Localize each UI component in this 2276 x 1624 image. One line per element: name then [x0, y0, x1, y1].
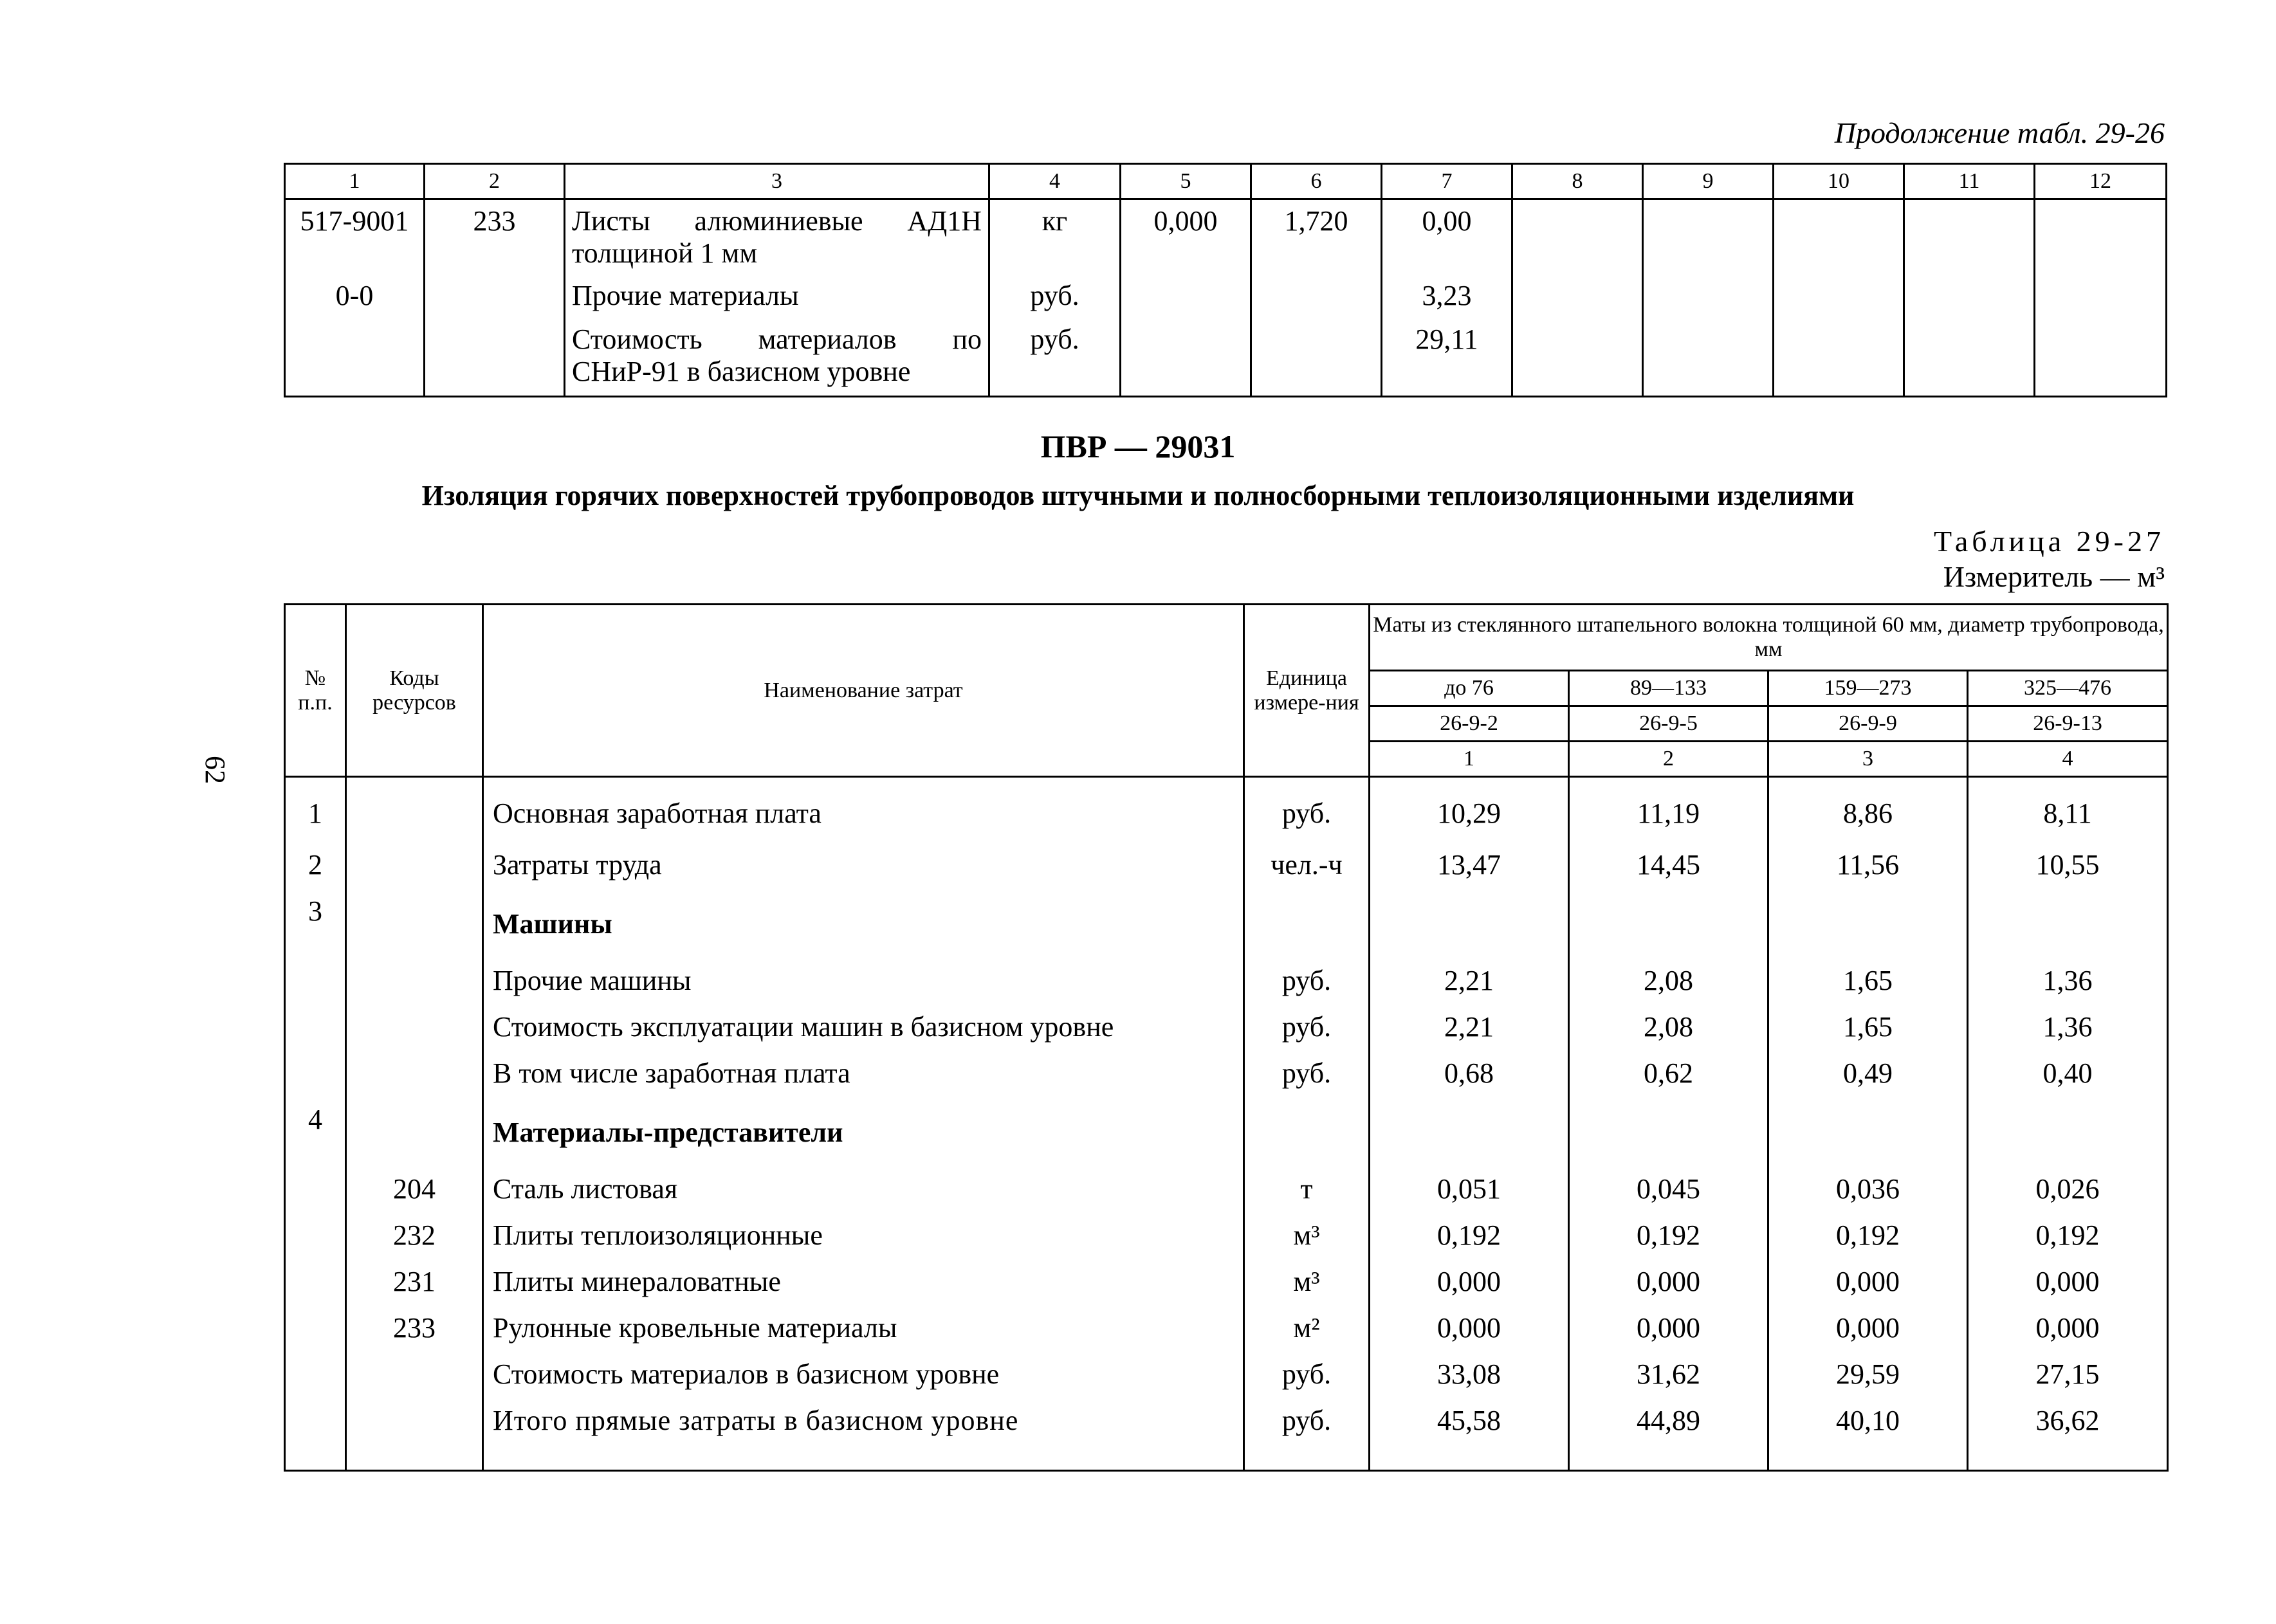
- cell-empty: [1643, 318, 1774, 397]
- col-number: 12: [2035, 164, 2167, 199]
- cell-code: [346, 1004, 483, 1050]
- cell-num: [285, 1305, 346, 1351]
- cell-code: 517-9001: [285, 199, 425, 275]
- col-number: 1: [285, 164, 425, 199]
- cell-empty: [1774, 275, 1904, 318]
- cell-value: 0,192: [1968, 1212, 2168, 1259]
- cell-value: 2,21: [1370, 1004, 1569, 1050]
- table-row: [285, 888, 2168, 958]
- cell-num: [285, 1398, 346, 1444]
- cell-value: 1,720: [1251, 199, 1382, 275]
- cell-unit: чел.-ч: [1244, 842, 1370, 888]
- cell-value: 0,000: [1968, 1305, 2168, 1351]
- cell-name: Прочие машины: [483, 958, 1244, 1004]
- cell-empty: [1512, 199, 1643, 275]
- cell-unit: руб.: [1244, 1004, 1370, 1050]
- cell-code: 0-0: [285, 275, 425, 318]
- col-number: 4: [989, 164, 1121, 199]
- cell-value: 29,11: [1382, 318, 1512, 397]
- cell-value: 0,000: [1370, 1305, 1569, 1351]
- cell-unit: руб.: [1244, 1351, 1370, 1398]
- measure-label: Измеритель — м³: [1943, 560, 2165, 593]
- cell-name: Машины: [483, 888, 1244, 958]
- cell-value: 2,21: [1370, 958, 1569, 1004]
- cell-code: [346, 1050, 483, 1097]
- cell-value: 13,47: [1370, 842, 1569, 888]
- cell-name: Итого прямые затраты в базисном уровне: [483, 1398, 1244, 1444]
- table-row: [285, 199, 2167, 275]
- header-codes-row: 26-9-2: [1370, 706, 1569, 742]
- cell-value: 0,192: [1768, 1212, 1968, 1259]
- cell-resource: [425, 275, 565, 318]
- cell-value: 0,045: [1569, 1166, 1768, 1212]
- cell-value: 0,00: [1382, 199, 1512, 275]
- cell-code: [285, 318, 425, 397]
- cost-table: [284, 603, 2169, 1472]
- cell-value: [1370, 888, 1569, 958]
- header-codes-row: 26-9-5: [1569, 706, 1768, 742]
- cell-value: 0,49: [1768, 1050, 1968, 1097]
- cell-num: [285, 1351, 346, 1398]
- cell-value: 8,86: [1768, 777, 1968, 843]
- cell-empty: [1774, 199, 1904, 275]
- cell-value: 1,36: [1968, 1004, 2168, 1050]
- header-diameters: до 76: [1370, 671, 1569, 706]
- section-subtitle: Изоляция горячих поверхностей трубопроводов штучными и полносборными теплоизоляционными изделиями: [421, 480, 1855, 511]
- cell-empty: [1643, 199, 1774, 275]
- cell-code: [346, 842, 483, 888]
- cell-value: [1251, 275, 1382, 318]
- table-bottom-row: [285, 1444, 2168, 1471]
- cell-value: 0,000: [1370, 1259, 1569, 1305]
- table-row: [285, 842, 2168, 888]
- cell-name: Стоимость материалов по СНиР-91 в базисном уровне: [565, 318, 989, 397]
- cell-value: [1968, 1097, 2168, 1166]
- cell-value: 0,051: [1370, 1166, 1569, 1212]
- cell-value: 29,59: [1768, 1351, 1968, 1398]
- cell-value: 0,000: [1569, 1259, 1768, 1305]
- header-diameters: 325—476: [1968, 671, 2168, 706]
- table-row: [285, 1050, 2168, 1097]
- header-col-nums: 4: [1968, 742, 2168, 777]
- cell-name: Материалы-представители: [483, 1097, 1244, 1166]
- col-number: 3: [565, 164, 989, 199]
- cell-unit: руб.: [989, 318, 1121, 397]
- cell-empty: [346, 1444, 483, 1471]
- cell-code: [346, 1398, 483, 1444]
- cell-unit: руб.: [989, 275, 1121, 318]
- cell-value: 36,62: [1968, 1398, 2168, 1444]
- cell-code: 231: [346, 1259, 483, 1305]
- col-number: 11: [1904, 164, 2035, 199]
- header-codes: Коды ресурсов: [346, 605, 483, 777]
- cell-value: 10,55: [1968, 842, 2168, 888]
- cell-name: Сталь листовая: [483, 1166, 1244, 1212]
- cell-num: 4: [285, 1097, 346, 1166]
- continuation-table: [284, 163, 2167, 397]
- cell-value: 0,000: [1768, 1305, 1968, 1351]
- cell-empty: [2035, 318, 2167, 397]
- cell-resource: [425, 318, 565, 397]
- table-row: [285, 1004, 2168, 1050]
- header-unit: Единица измере-ния: [1244, 605, 1370, 777]
- cell-value: 8,11: [1968, 777, 2168, 843]
- table-row: [285, 1398, 2168, 1444]
- header-codes-row: 26-9-9: [1768, 706, 1968, 742]
- cell-value: 0,192: [1370, 1212, 1569, 1259]
- cell-num: 1: [285, 777, 346, 843]
- cell-empty: [1244, 1444, 1370, 1471]
- cell-value: [1370, 1097, 1569, 1166]
- table-row: [285, 958, 2168, 1004]
- header-group: Маты из стеклянного штапельного волокна толщиной 60 мм, диаметр трубопровода, мм: [1370, 605, 2168, 671]
- table-row: [285, 1166, 2168, 1212]
- cell-num: [285, 1050, 346, 1097]
- col-number: 9: [1643, 164, 1774, 199]
- cell-value: 3,23: [1382, 275, 1512, 318]
- cell-value: 31,62: [1569, 1351, 1768, 1398]
- cell-unit: т: [1244, 1166, 1370, 1212]
- cell-empty: [1643, 275, 1774, 318]
- cell-num: [285, 958, 346, 1004]
- page-number: 62: [199, 756, 231, 784]
- cell-empty: [1904, 318, 2035, 397]
- cell-value: 10,29: [1370, 777, 1569, 843]
- col-number: 5: [1121, 164, 1251, 199]
- cell-unit: руб.: [1244, 777, 1370, 843]
- cell-empty: [1512, 318, 1643, 397]
- table-row: [285, 1212, 2168, 1259]
- cell-value: [1121, 275, 1251, 318]
- cell-empty: [2035, 199, 2167, 275]
- cell-unit: [1244, 1097, 1370, 1166]
- cell-num: [285, 1212, 346, 1259]
- cell-code: 232: [346, 1212, 483, 1259]
- cell-empty: [1968, 1444, 2168, 1471]
- cell-value: 0,000: [1121, 199, 1251, 275]
- header-col-nums: 3: [1768, 742, 1968, 777]
- cell-num: 2: [285, 842, 346, 888]
- cell-unit: руб.: [1244, 1398, 1370, 1444]
- cell-code: [346, 958, 483, 1004]
- table-row: [285, 1351, 2168, 1398]
- cell-code: [346, 888, 483, 958]
- cell-value: 33,08: [1370, 1351, 1569, 1398]
- header-codes-row: 26-9-13: [1968, 706, 2168, 742]
- cell-value: [1569, 888, 1768, 958]
- cell-name: Рулонные кровельные материалы: [483, 1305, 1244, 1351]
- header-col-nums: 2: [1569, 742, 1768, 777]
- cell-name: Прочие материалы: [565, 275, 989, 318]
- cell-resource: 233: [425, 199, 565, 275]
- cell-value: 0,036: [1768, 1166, 1968, 1212]
- cell-value: 2,08: [1569, 958, 1768, 1004]
- cell-empty: [1370, 1444, 1569, 1471]
- table-label: Таблица 29-27: [1933, 525, 2165, 558]
- cell-value: 40,10: [1768, 1398, 1968, 1444]
- cell-name: Основная заработная плата: [483, 777, 1244, 843]
- cell-code: [346, 1351, 483, 1398]
- column-number-row: [285, 164, 2167, 199]
- header-diameters: 89—133: [1569, 671, 1768, 706]
- cell-num: [285, 1259, 346, 1305]
- cell-value: 0,000: [1768, 1259, 1968, 1305]
- col-number: 6: [1251, 164, 1382, 199]
- table-row: [285, 1259, 2168, 1305]
- cell-name: В том числе заработная плата: [483, 1050, 1244, 1097]
- header-col-nums: 1: [1370, 742, 1569, 777]
- continuation-note: Продолжение табл. 29-26: [1834, 116, 2165, 149]
- cell-unit: м²: [1244, 1305, 1370, 1351]
- cell-value: 1,65: [1768, 1004, 1968, 1050]
- header-diameters: 159—273: [1768, 671, 1968, 706]
- cell-value: [1768, 1097, 1968, 1166]
- cell-value: [1251, 318, 1382, 397]
- cell-empty: [1512, 275, 1643, 318]
- cell-value: 27,15: [1968, 1351, 2168, 1398]
- header-num: № п.п.: [285, 605, 346, 777]
- cell-num: 3: [285, 888, 346, 958]
- table-row: [285, 1305, 2168, 1351]
- cell-empty: [1904, 199, 2035, 275]
- cell-name: Листы алюминиевые АД1Н толщиной 1 мм: [565, 199, 989, 275]
- table-row: [285, 318, 2167, 397]
- cell-value: 45,58: [1370, 1398, 1569, 1444]
- cell-name: Стоимость материалов в базисном уровне: [483, 1351, 1244, 1398]
- col-number: 7: [1382, 164, 1512, 199]
- cell-empty: [1904, 275, 2035, 318]
- cell-value: 11,19: [1569, 777, 1768, 843]
- cell-value: 2,08: [1569, 1004, 1768, 1050]
- cell-unit: м³: [1244, 1259, 1370, 1305]
- col-number: 2: [425, 164, 565, 199]
- cell-value: [1968, 888, 2168, 958]
- cell-value: 0,000: [1968, 1259, 2168, 1305]
- cell-name: Затраты труда: [483, 842, 1244, 888]
- cell-value: 0,68: [1370, 1050, 1569, 1097]
- table-row: [285, 275, 2167, 318]
- cell-empty: [1569, 1444, 1768, 1471]
- cell-value: 1,36: [1968, 958, 2168, 1004]
- cell-name: Плиты минераловатные: [483, 1259, 1244, 1305]
- cell-code: 204: [346, 1166, 483, 1212]
- cell-value: [1121, 318, 1251, 397]
- cell-unit: [1244, 888, 1370, 958]
- cell-empty: [1774, 318, 1904, 397]
- cell-name: Плиты теплоизоляционные: [483, 1212, 1244, 1259]
- cell-empty: [2035, 275, 2167, 318]
- header-name: Наименование затрат: [483, 605, 1244, 777]
- cell-value: 1,65: [1768, 958, 1968, 1004]
- cell-value: 0,40: [1968, 1050, 2168, 1097]
- cell-value: 0,192: [1569, 1212, 1768, 1259]
- cell-value: [1569, 1097, 1768, 1166]
- table-row: [285, 777, 2168, 843]
- cell-value: 0,000: [1569, 1305, 1768, 1351]
- cell-num: [285, 1004, 346, 1050]
- cell-code: [346, 777, 483, 843]
- cell-empty: [285, 1444, 346, 1471]
- cell-unit: руб.: [1244, 958, 1370, 1004]
- cell-unit: руб.: [1244, 1050, 1370, 1097]
- pvr-title: ПВР — 29031: [1040, 428, 1236, 464]
- cell-value: 0,62: [1569, 1050, 1768, 1097]
- cell-value: 14,45: [1569, 842, 1768, 888]
- cell-empty: [483, 1444, 1244, 1471]
- cell-value: 11,56: [1768, 842, 1968, 888]
- col-number: 10: [1774, 164, 1904, 199]
- cell-unit: кг: [989, 199, 1121, 275]
- cell-num: [285, 1166, 346, 1212]
- cell-unit: м³: [1244, 1212, 1370, 1259]
- cell-name: Стоимость эксплуатации машин в базисном уровне: [483, 1004, 1244, 1050]
- table-row: [285, 1097, 2168, 1166]
- cell-code: 233: [346, 1305, 483, 1351]
- cell-empty: [1768, 1444, 1968, 1471]
- cell-value: 0,026: [1968, 1166, 2168, 1212]
- cell-code: [346, 1097, 483, 1166]
- cell-value: [1768, 888, 1968, 958]
- col-number: 8: [1512, 164, 1643, 199]
- cell-value: 44,89: [1569, 1398, 1768, 1444]
